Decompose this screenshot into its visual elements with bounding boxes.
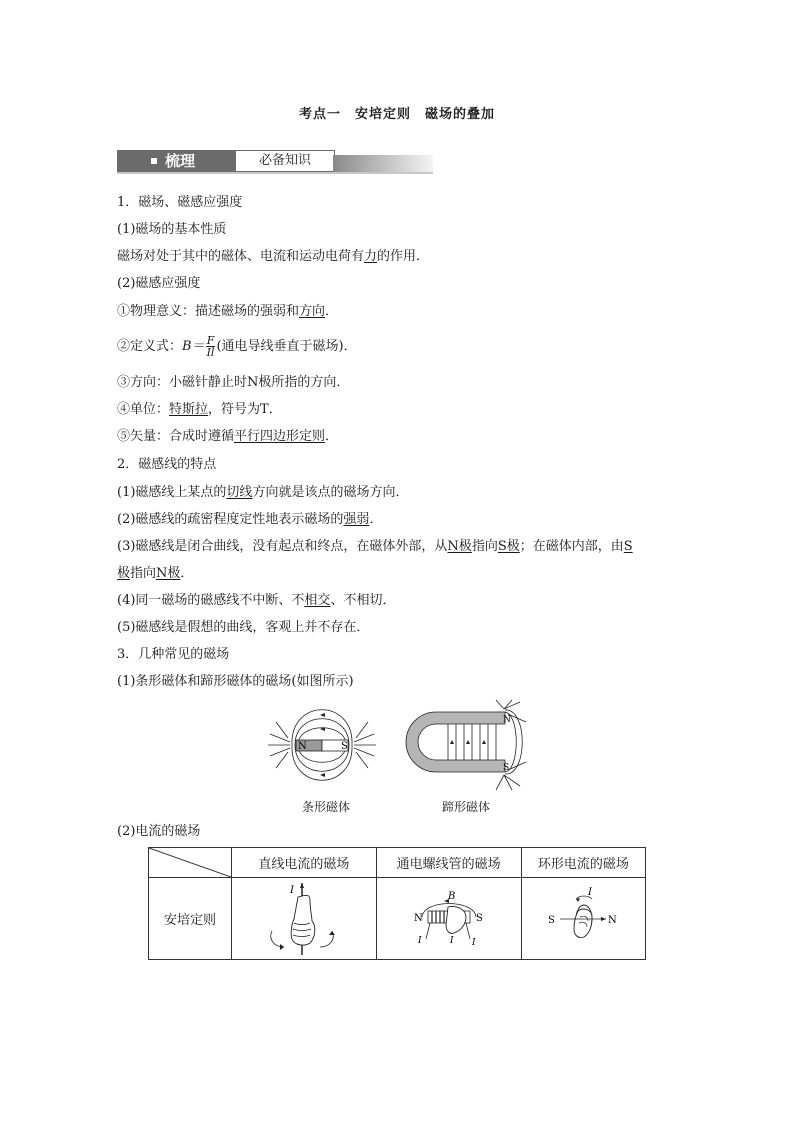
ring-s-label: S [548,914,556,926]
straight-current-hand-diagram [264,881,344,957]
solenoid-i-label-right: I [471,937,476,948]
blank-answer: 相交 [304,593,331,608]
table-corner-cell [149,848,232,878]
table-header-row [149,848,646,878]
header-ring-current: 环形电流的磁场 [521,848,645,878]
horseshoe-magnet-body [406,712,505,772]
blank-answer: 极 [117,566,131,581]
bar-magnet-s-label: S [341,741,348,752]
blank-answer: S极 [497,539,520,554]
square-bullet-icon [151,158,157,164]
row-label-ampere-rule: 安培定则 [149,878,232,960]
text-field-line-5: (5)磁感线是假想的曲线，客观上并不存在． [117,620,370,635]
right-hand-icon [574,909,592,938]
cell-straight-current [232,878,377,960]
solenoid-n-label: N [413,912,423,924]
section-banner [117,150,433,174]
bar-magnet-caption: 条形磁体 [302,800,351,814]
straight-current-i-label: I [289,884,294,896]
solenoid-i-label-mid: I [449,935,454,946]
horseshoe-magnet-figure [400,700,528,792]
bar-magnet-n-label: N [298,741,307,752]
ring-current-hand-diagram [538,881,628,957]
formula-fraction [206,335,216,358]
blank-answer: N极 [447,539,472,554]
section-title: 考点一 安培定则 磁场的叠加 [298,107,495,122]
solenoid-b-label: B [447,890,456,902]
blank-answer: 平行四边形定则 [234,429,326,444]
blank-answer: 力 [364,249,378,264]
text-physical-meaning: ①物理意义：描述磁场的强弱和方向． [117,304,339,319]
blank-answer: S [623,539,633,554]
heading-magnetic-field: 1．磁场、磁感应强度 [117,195,243,210]
formula-lhs: B＝ [182,339,205,354]
heading-field-lines: 2．磁感线的特点 [117,457,217,472]
solenoid-i-label-left: I [417,935,422,946]
ring-i-label: I [588,886,593,898]
text-direction: ③方向：小磁针静止时N极所指的方向． [117,375,350,390]
ring-n-label: N [608,914,618,926]
blank-answer: 强弱 [343,512,370,527]
banner-main-label: 梳理 [165,152,196,170]
banner-underline [117,172,433,174]
formula-denominator: Il [206,346,215,359]
header-straight-current: 直线电流的磁场 [232,848,377,878]
text-vector: ⑤矢量：合成时遵循平行四边形定则． [117,429,339,444]
subheading-magnets: (1)条形磁体和蹄形磁体的磁场(如图所示) [117,674,354,689]
banner-sub-label: 必备知识 [235,150,335,172]
text-definition-formula: ②定义式：B＝ $\frac{F}{Il}$ (通电导线垂直于磁场)． [117,334,357,359]
text-unit: ④单位：特斯拉，符号为T． [117,402,282,417]
text-field-line-3: (3)磁感线是闭合曲线，没有起点和终点，在磁体外部，从N极指向S极；在磁体内部，由S [117,539,633,554]
bar-magnet-figure [268,700,380,792]
cell-solenoid [376,878,521,960]
diagonal-line-icon [149,848,231,877]
solenoid-s-label: S [475,912,483,924]
blank-answer: 特斯拉 [169,402,209,417]
right-hand-icon [446,906,466,933]
blank-answer: 方向 [299,304,326,319]
right-hand-icon [291,895,315,945]
header-solenoid: 通电螺线管的磁场 [376,848,521,878]
blank-answer: 切线 [226,485,253,500]
subheading-induction: (2)磁感应强度 [117,276,201,291]
text-field-line-2: (2)磁感线的疏密程度定性地表示磁场的强弱． [117,512,383,527]
text-basic-property: 磁场对处于其中的磁体、电流和运动电荷有力的作用． [117,249,430,264]
banner-main [117,150,235,172]
formula-numerator: F [206,334,215,347]
table-row [149,878,646,960]
horseshoe-magnet-caption: 蹄形磁体 [442,800,491,814]
blank-answer: N极 [156,566,181,581]
banner-fade-decoration [333,155,433,172]
text-field-line-3-cont: 极指向N极． [117,566,194,581]
subheading-current-fields: (2)电流的磁场 [117,824,201,839]
heading-common-fields: 3．几种常见的磁场 [117,647,230,662]
cell-ring-current [521,878,645,960]
horseshoe-s-label: S [503,763,510,773]
ampere-rule-table [148,847,646,960]
text-field-line-4: (4)同一磁场的磁感线不中断、不相交、不相切． [117,593,396,608]
solenoid-hand-diagram [404,881,494,957]
subheading-basic-property: (1)磁场的基本性质 [117,222,227,237]
horseshoe-n-label: N [503,715,511,725]
text-field-line-1: (1)磁感线上某点的切线方向就是该点的磁场方向． [117,485,409,500]
